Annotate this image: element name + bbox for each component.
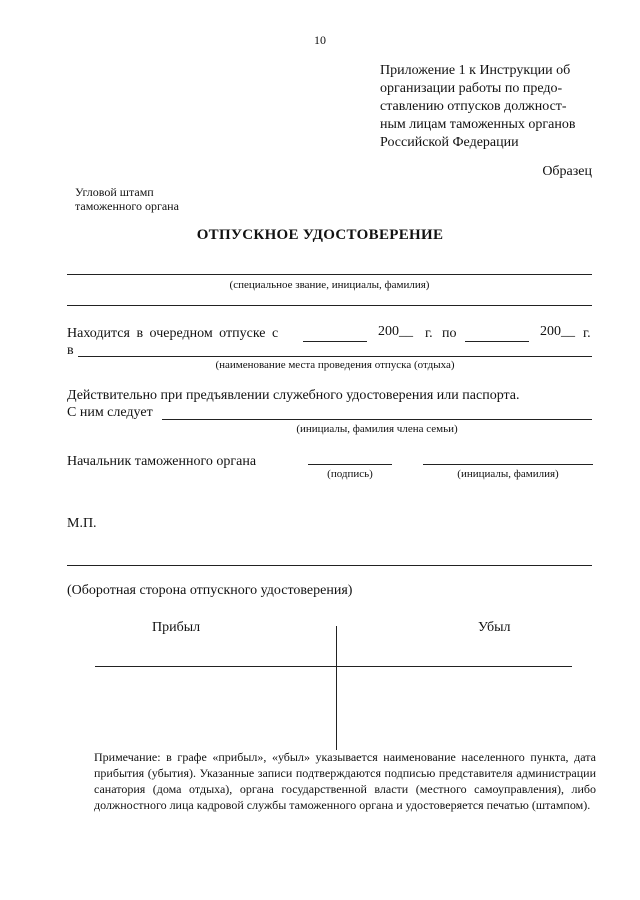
appendix-line: Приложение 1 к Инструкции об — [380, 63, 571, 78]
corner-stamp-line: Угловой штамп — [75, 185, 154, 199]
family-member-field[interactable] — [162, 419, 592, 420]
start-year: 200__ — [378, 324, 413, 339]
place-field[interactable] — [78, 356, 592, 357]
rank-name-line-2[interactable] — [67, 305, 592, 306]
document-title: ОТПУСКНОЕ УДОСТОВЕРЕНИЕ — [196, 227, 444, 243]
appendix-line: ным лицам таможенных органов — [380, 117, 576, 132]
page-number: 10 — [314, 33, 326, 47]
footnote: Примечание: в графе «прибыл», «убыл» указывается наименование населенного пункта, дата прибытия (убытия). Указанные записи подтверждаются подписью представителя администрации санатория (дома отдыха), органа государственной власти (местного самоуправления), либо должностного лица кадровой службы таможенного органа и удостоверяется печатью (штампом). — [94, 750, 596, 812]
validity-text: Действительно при предъявлении служебного удостоверения или паспорта. — [67, 388, 520, 403]
table-header-line — [95, 666, 572, 667]
chief-label: Начальник таможенного органа — [67, 454, 257, 469]
appendix-line: организации работы по предо- — [380, 81, 563, 96]
corner-stamp-label — [75, 185, 179, 213]
year-abbr: г. — [583, 326, 591, 341]
sample-label: Образец — [542, 164, 592, 179]
table-divider — [336, 626, 337, 750]
appendix-line: ставлению отпусков должност- — [380, 99, 567, 114]
to-label: по — [442, 326, 457, 341]
initials-caption: (инициалы, фамилия) — [457, 468, 559, 480]
initials-field[interactable] — [423, 464, 593, 465]
follows-label: С ним следует — [67, 405, 153, 420]
family-member-caption: (инициалы, фамилия члена семьи) — [296, 423, 458, 435]
appendix-reference — [380, 62, 592, 152]
departed-header: Убыл — [478, 620, 511, 635]
rank-name-line[interactable] — [67, 274, 592, 275]
separator-line — [67, 565, 592, 566]
signature-field[interactable] — [308, 464, 392, 465]
seal-mark: М.П. — [67, 516, 97, 531]
signature-caption: (подпись) — [327, 468, 373, 480]
start-date-field[interactable] — [303, 341, 367, 342]
vacation-text: Находится в очередном отпуске с — [67, 326, 279, 341]
arrived-header: Прибыл — [152, 620, 201, 635]
year-abbr: г. — [425, 326, 433, 341]
place-caption: (наименование места проведения отпуска (отдыха) — [215, 359, 455, 371]
appendix-line: Российской Федерации — [380, 135, 519, 150]
corner-stamp-line: таможенного органа — [75, 199, 179, 213]
place-prefix: в — [67, 343, 74, 358]
end-date-field[interactable] — [465, 341, 529, 342]
rank-name-caption: (специальное звание, инициалы, фамилия) — [229, 279, 430, 291]
reverse-side-title: (Оборотная сторона отпускного удостоверения) — [67, 583, 353, 598]
end-year: 200__ — [540, 324, 575, 339]
